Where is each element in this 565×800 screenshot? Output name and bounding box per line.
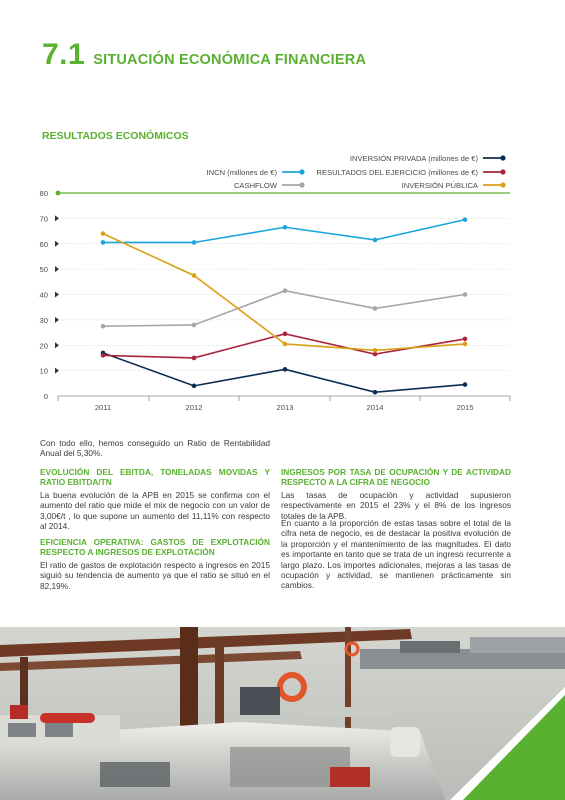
tick-arrow [55,215,59,221]
paragraph-eficiencia: El ratio de gastos de explotación respecto a ingresos en 2015 siguió su tendencia de aumento ya que el ratio se situó en el 82,19%. [40,560,270,591]
legend-label: CASHFLOW [233,181,277,190]
data-point [373,390,378,395]
x-tick-label: 2015 [456,403,474,412]
series-line-1 [103,220,465,243]
heading-eficiencia: EFICIENCIA OPERATIVA: GASTOS DE EXPLOTACIÓN RESPECTO A INGRESOS DE EXPLOTACIÓN [40,537,270,557]
y-tick-label: 50 [39,265,48,275]
tick-arrow [55,241,59,247]
tick-arrow [55,266,59,272]
data-point [101,324,106,329]
section-heading: SITUACIÓN ECONÓMICA FINANCIERA [93,52,367,68]
y-tick-label: 0 [43,392,48,401]
y-tick-label: 70 [39,214,48,224]
heading-ebitda: EVOLUCIÓN DEL EBITDA, TONELADAS MOVIDAS Y RATIO EBITDA/TN [40,467,270,487]
data-point [192,356,197,361]
legend-marker [500,155,505,160]
line-chart [0,148,565,418]
y-tick-label: 30 [39,315,48,325]
series-line-0 [103,353,465,392]
section-number: 7.1 [42,38,86,71]
data-point [283,332,288,337]
legend-label: INCN (millones de €) [206,168,277,177]
tick-arrow [55,317,59,323]
data-point [192,240,197,245]
paragraph-ingresos-1: Las tasas de ocupación y actividad supusieron respectivamente en 2015 el 23% y el 8% de los ingresos totales de la APB. [281,490,511,521]
top-axis-dot [56,191,61,196]
data-point [101,231,106,236]
data-point [192,384,197,389]
data-point [283,367,288,372]
legend-marker [500,169,505,174]
legend-label: INVERSIÓN PÚBLICA [401,181,478,190]
data-point [283,342,288,347]
legend-label: RESULTADOS DEL EJERCICIO (millones de €) [316,168,478,177]
legend-marker [299,169,304,174]
data-point [463,382,468,387]
data-point [101,353,106,358]
legend-marker [299,182,304,187]
legend-label: INVERSIÓN PRIVADA (millones de €) [349,154,478,163]
y-tick-label: 60 [39,239,48,249]
data-point [192,323,197,328]
tick-arrow [55,292,59,298]
intro-paragraph: Con todo ello, hemos conseguido un Ratio de Rentabilidad Anual del 5,30%. [40,438,270,459]
y-tick-label: 40 [39,290,48,300]
y-tick-label: 10 [39,366,48,376]
data-point [373,306,378,311]
paragraph-ebitda: La buena evolución de la APB en 2015 se confirma con el aumento del ratio que mide el mix de negocio con un valor de 3,00€/t , lo que supone un aumento del 11,11% con respecto al 2014. [40,490,270,532]
tick-arrow [55,342,59,348]
legend-marker [500,182,505,187]
data-point [192,273,197,278]
data-point [463,337,468,342]
y-tick-label: 20 [39,341,48,351]
harbor-photo [0,627,565,800]
x-tick-label: 2014 [366,403,384,412]
data-point [101,240,106,245]
data-point [463,342,468,347]
data-point [463,217,468,222]
chart-section-title: RESULTADOS ECONÓMICOS [42,130,189,142]
data-point [373,348,378,353]
paragraph-ingresos-2: En cuanto a la proporción de estas tasas sobre el total de la cifra neta de negocio, es de destacar la positiva evolución de la proporción y el mantenimiento de las magnitudes. El dato es importante en tanto que se trata de un ingreso recurrente a largo plazo. Los importes adicionales, mejoras a las tasas de ocupación y actividad, se mantienen prácticamente sin cambios. [281,518,511,591]
x-tick-label: 2012 [185,403,203,412]
page-title [42,38,366,72]
data-point [283,288,288,293]
data-point [463,292,468,297]
x-tick-label: 2013 [276,403,294,412]
x-tick-label: 2011 [94,403,112,412]
y-tick-label: 80 [39,189,48,198]
series-line-3 [103,291,465,327]
data-point [283,225,288,230]
heading-ingresos-tasas: INGRESOS POR TASA DE OCUPACIÓN Y DE ACTIVIDAD RESPECTO A LA CIFRA DE NEGOCIO [281,467,511,487]
data-point [373,238,378,243]
tick-arrow [55,368,59,374]
